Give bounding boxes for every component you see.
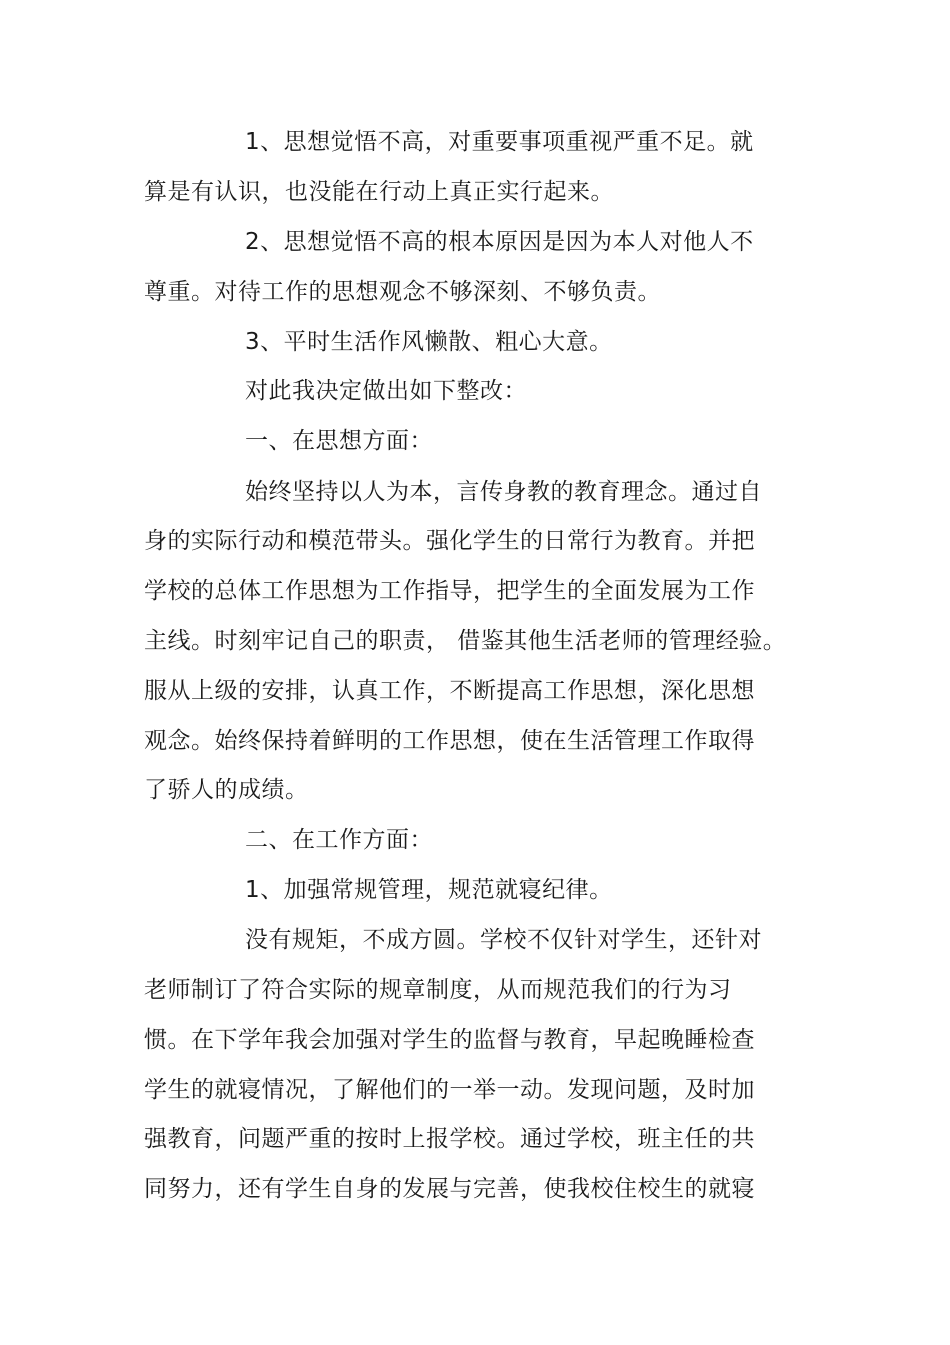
text-line: 算是有认识，也没能在行动上真正实行起来。	[144, 179, 614, 205]
text-line: 对此我决定做出如下整改：	[245, 378, 527, 404]
text-line: 了骄人的成绩。	[144, 777, 309, 803]
text-line: 学生的就寝情况，了解他们的一举一动。发现问题，及时加	[144, 1077, 755, 1103]
text-line: 强教育，问题严重的按时上报学校。通过学校，班主任的共	[144, 1126, 755, 1152]
text-line: 没有规矩，不成方圆。学校不仅针对学生，还针对	[245, 927, 762, 953]
text-line: 同努力，还有学生自身的发展与完善，使我校住校生的就寝	[144, 1176, 755, 1202]
text-line: 身的实际行动和模范带头。强化学生的日常行为教育。并把	[144, 528, 755, 554]
text-line: 服从上级的安排，认真工作，不断提高工作思想，深化思想	[144, 678, 755, 704]
text-line: 主线。时刻牢记自己的职责， 借鉴其他生活老师的管理经验。	[144, 628, 787, 654]
section-heading: 一、在思想方面：	[245, 428, 433, 454]
text-line: 尊重。对待工作的思想观念不够深刻、不够负责。	[144, 279, 661, 305]
text-line: 1、加强常规管理，规范就寝纪律。	[245, 877, 613, 903]
text-line: 3、平时生活作风懒散、粗心大意。	[245, 329, 613, 355]
text-line: 2、思想觉悟不高的根本原因是因为本人对他人不	[245, 229, 754, 255]
text-line: 老师制订了符合实际的规章制度，从而规范我们的行为习	[144, 977, 732, 1003]
text-line: 始终坚持以人为本，言传身教的教育理念。通过自	[245, 479, 762, 505]
text-line: 惯。在下学年我会加强对学生的监督与教育，早起晚睡检查	[144, 1027, 755, 1053]
text-line: 学校的总体工作思想为工作指导，把学生的全面发展为工作	[144, 578, 755, 604]
text-line: 1、思想觉悟不高，对重要事项重视严重不足。就	[245, 129, 754, 155]
section-heading: 二、在工作方面：	[245, 827, 433, 853]
text-line: 观念。始终保持着鲜明的工作思想，使在生活管理工作取得	[144, 728, 755, 754]
